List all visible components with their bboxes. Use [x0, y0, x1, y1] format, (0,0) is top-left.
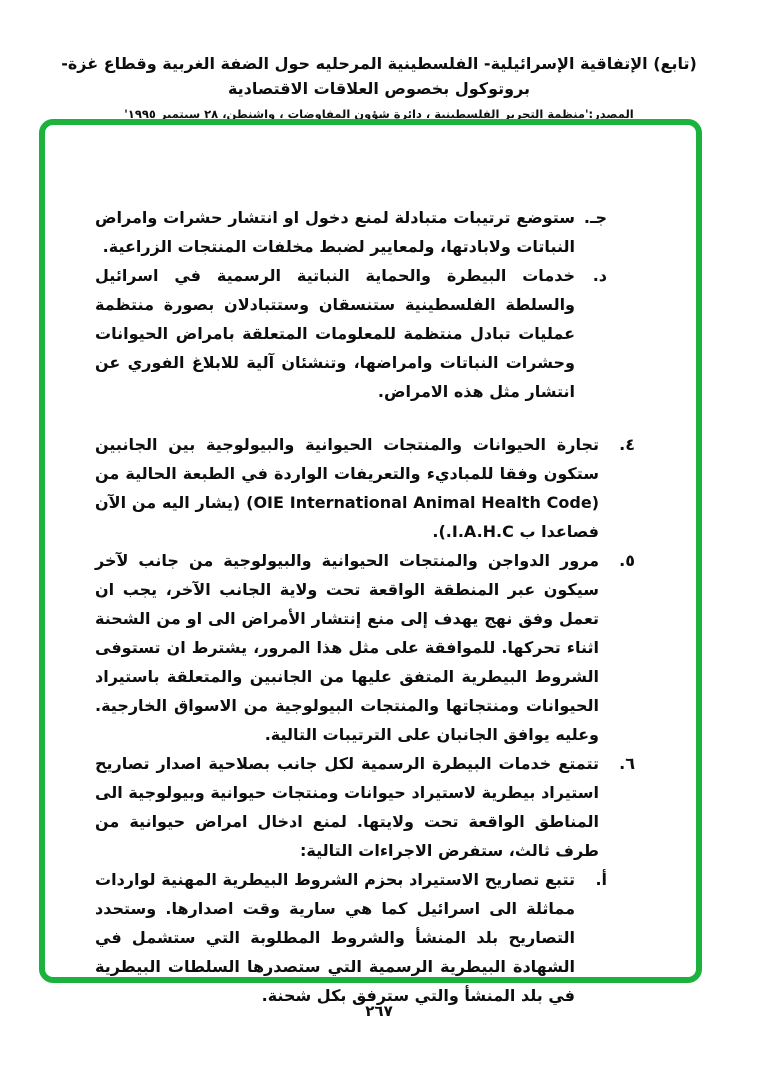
item-marker: ٤. [619, 435, 635, 454]
list-item [95, 865, 607, 1010]
item-text: ستوضع ترتيبات متبادلة لمنع دخول او انتشار حشرات وامراض النباتات ولابادتها، ولمعايير لضبط مخلفات المنتجات الزراعية. [95, 208, 575, 256]
item-text: تجارة الحيوانات والمنتجات الحيوانية والبيولوجية بين الجانبين ستكون وفقا للمباديء والتعريفات الواردة في الطبعة الحالية من (OIE International Animal Health Code) (يشار اليه من الآن فصاعدا ب I.A.H.C.). [95, 435, 600, 541]
list-item [95, 261, 607, 406]
item-text: مرور الدواجن والمنتجات الحيوانية والبيولوجية من جانب لآخر سيكون عبر المنطقة الواقعة تحت ولاية الجانب الآخر، يجب ان تعمل وفق نهج يهدف إلى منع إنتشار الأمراض الى او من الشحنة اثناء تحركها. للموافقة على مثل هذا المرور، يشترط ان تستوفى الشروط البيطرية المتفق عليها من الجانبين والمتعلقة باستيراد الحيوانات ومنتجاتها والمنتجات البيولوجية من الاسواق الخارجية. وعليه يوافق الجانبان على الترتيبات التالية. [95, 551, 599, 744]
item-text: تتمتع خدمات البيطرة الرسمية لكل جانب بصلاحية اصدار تصاريح استيراد بيطرية لاستيراد حيوانات ومنتجات حيوانية وبيولوجية الى المناطق الواقعة تحت ولايتها. لمنع ادخال امراض حيوانية من طرف ثالث، ستفرض الاجراءات التالية: [95, 754, 599, 860]
item-marker: ٦. [619, 754, 635, 773]
item-marker: د. [592, 266, 607, 285]
item-marker: ٥. [619, 551, 635, 570]
item-text: تتبع تصاريح الاستيراد بحزم الشروط البيطرية المهنية لواردات مماثلة الى اسرائيل كما هي سارية وقت اصدارها. وستحدد التصاريح بلد المنشأ والشروط المطلوبة التي ستشمل في الشهادة البيطرية الرسمية التي ستصدرها السلطات البيطرية في بلد المنشأ والتي سترفق بكل شحنة. [95, 870, 575, 1005]
document-title: (تابع) الإتفاقية الإسرائيلية- الفلسطينية المرحليه حول الضفة الغربية وقطاع غزة- بروتوكول بخصوص العلاقات الاقتصادية [61, 54, 697, 98]
page-header [0, 52, 758, 121]
item-marker: جـ. [583, 208, 607, 227]
clauses-list [95, 203, 635, 1010]
list-item [95, 430, 635, 546]
list-item [95, 546, 635, 749]
list-item [95, 749, 635, 865]
page-number: ٢٦٧ [365, 1002, 393, 1020]
list-item [95, 203, 607, 261]
item-text: خدمات البيطرة والحماية النباتية الرسمية في اسرائيل والسلطة الفلسطينية ستنسقان وستتبادلان بصورة منتظمة عمليات تبادل منتظمة للمعلومات المتعلقة بامراض الحيوانات وحشرات النباتات وامراضها، وتنشئان آلية للابلاغ الفوري عن انتشار مثل هذه الامراض. [95, 266, 575, 401]
source-line: المصدر:'منظمة التحرير الفلسطينية ، دائرة شؤون المفاوضات ، واشنطن، ٢٨ سبتمبر ١٩٩٥' [124, 106, 634, 121]
item-marker: أ. [595, 870, 607, 889]
